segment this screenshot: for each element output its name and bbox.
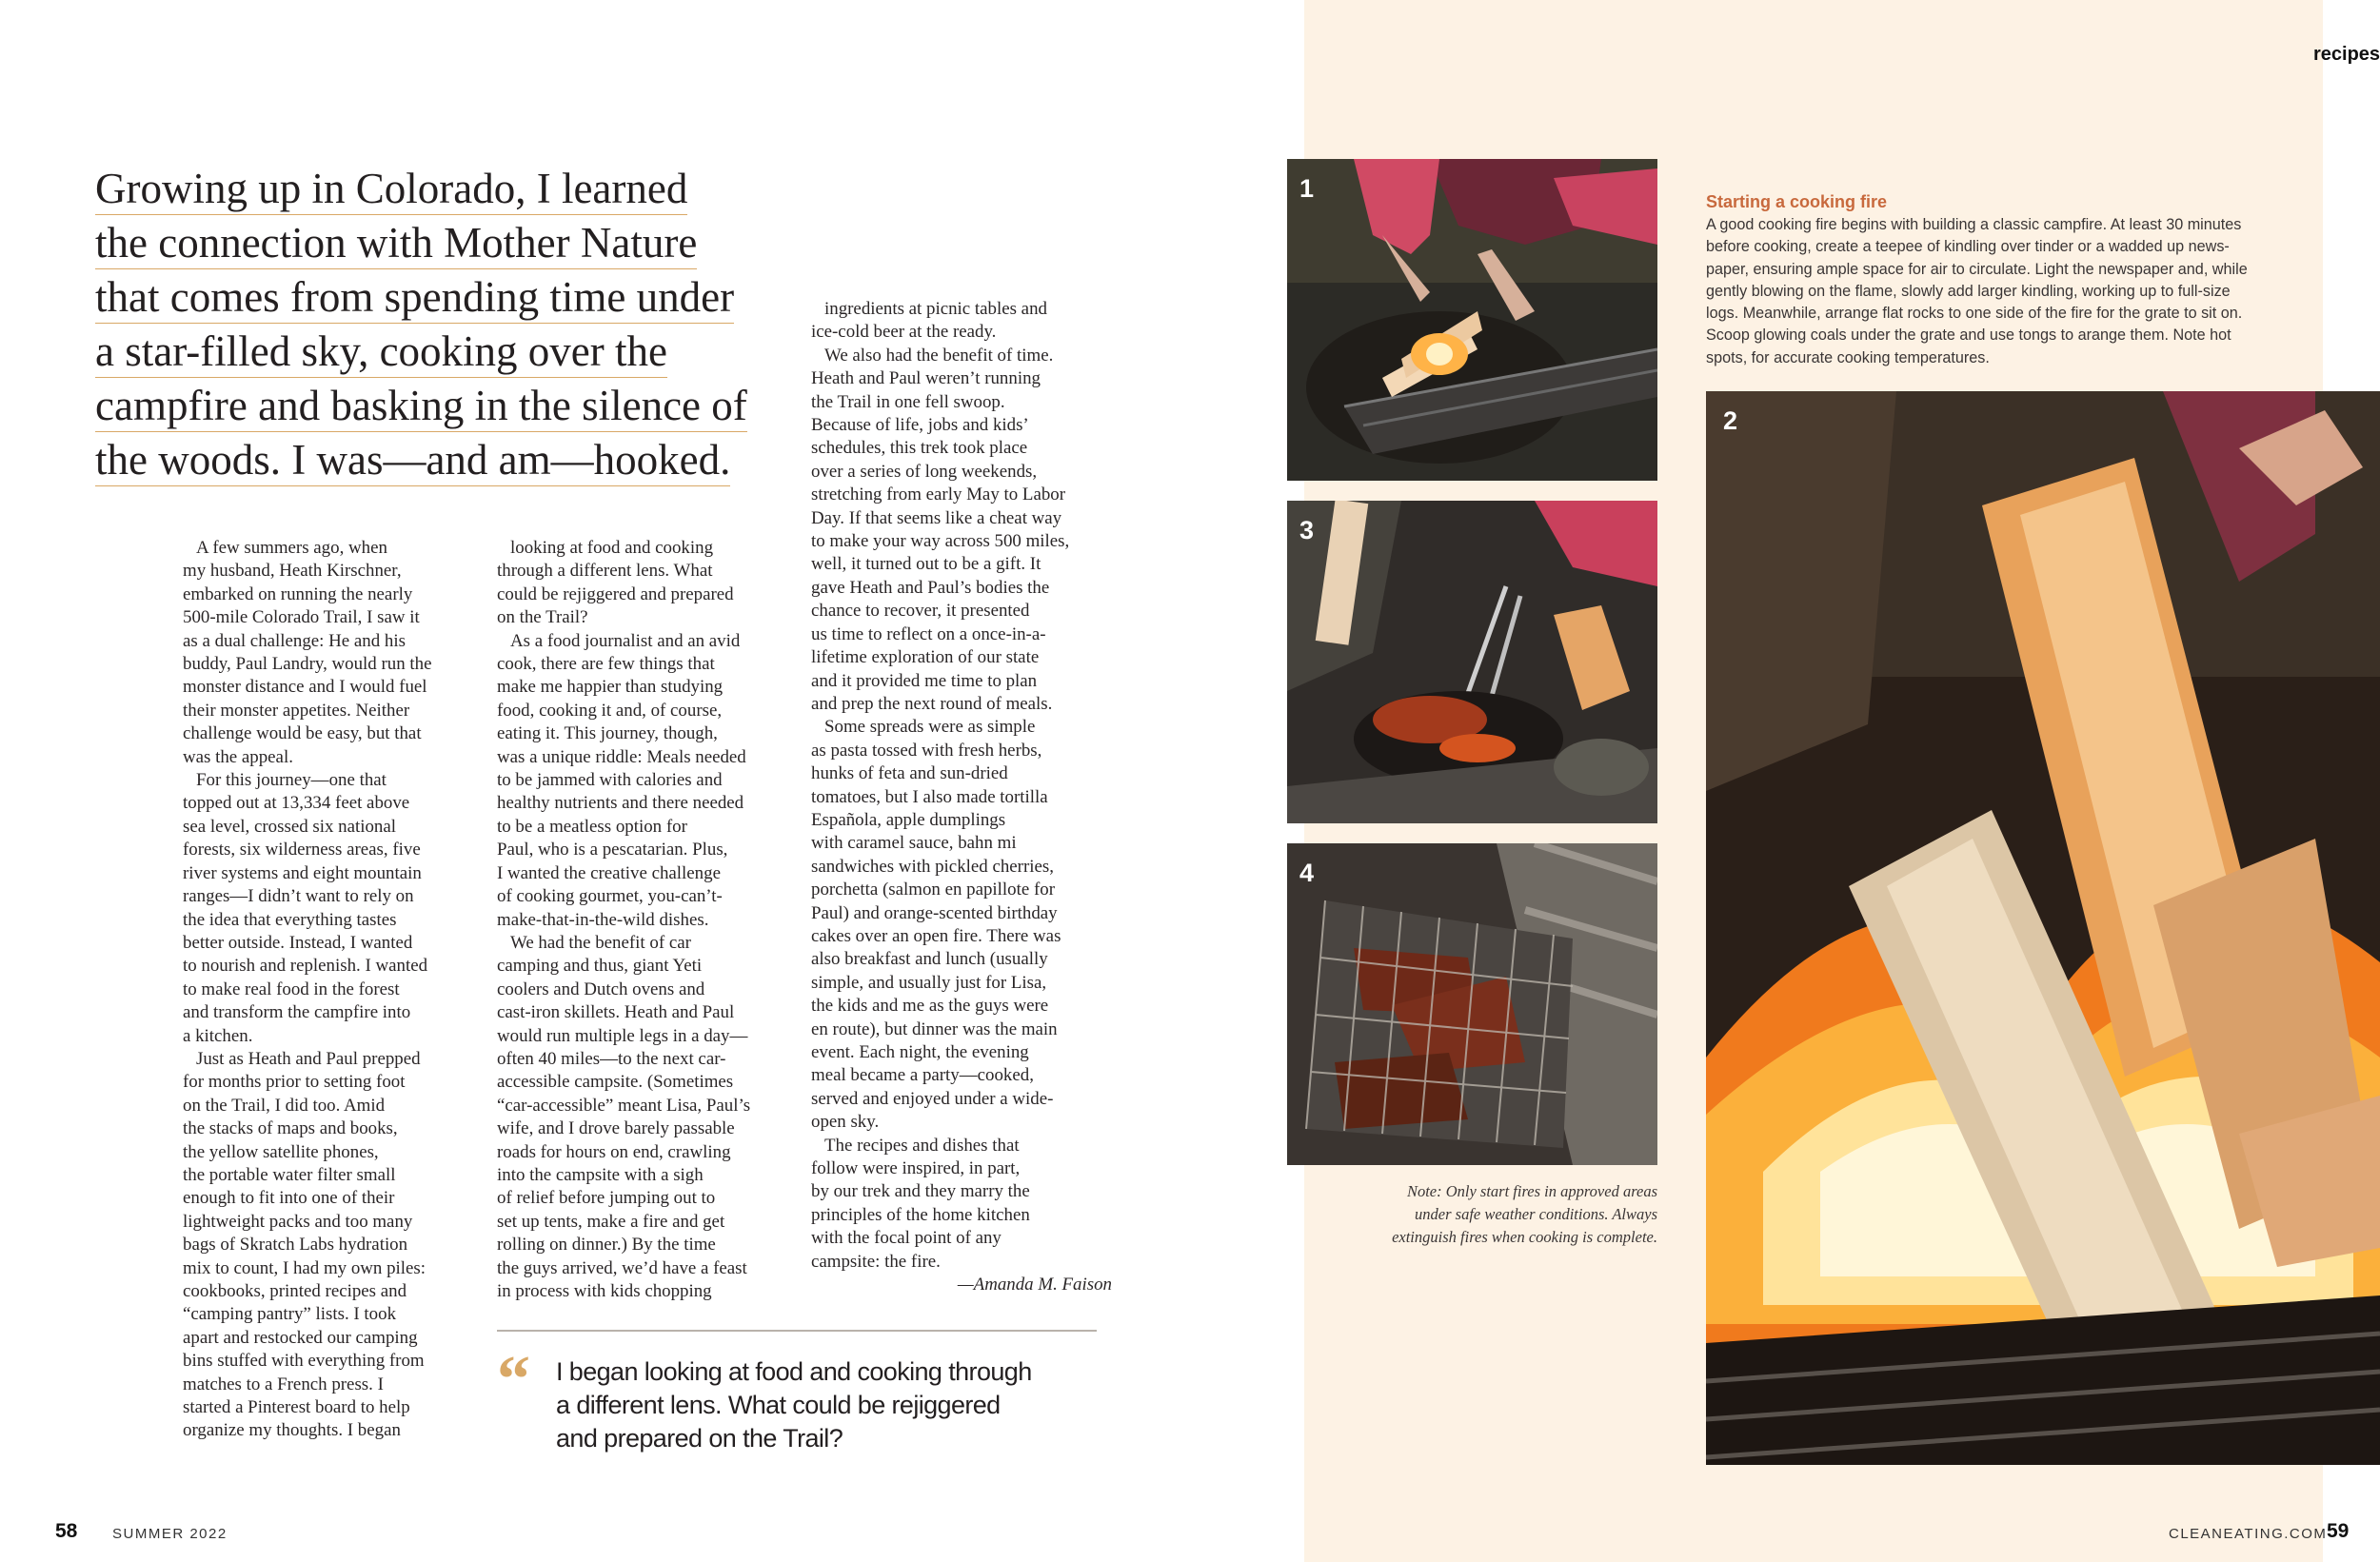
- article-paragraph: looking at food and cooking through a different lens. What could be rejiggered and prepared on the Trail?: [497, 538, 734, 628]
- article-paragraph: ingredients at picnic tables and ice-cold beer at the ready.: [811, 299, 1047, 343]
- article-paragraph: A few summers ago, when my husband, Heath Kirschner, embarked on running the nearly 500-mile Colorado Trail, I saw it as a dual challenge: He and his buddy, Paul Landry, would run the monster distance and I would fuel their monster appetites. Neither challenge would be easy, but that was the appeal.: [183, 538, 432, 767]
- photo-tongs: [1287, 501, 1657, 823]
- author-signature: —Amanda M. Faison: [957, 1275, 1112, 1295]
- sidebar-line: spots, for accurate cooking temperatures.: [1706, 348, 1990, 366]
- photo-caption: [1314, 1180, 1657, 1249]
- divider-rule: [497, 1330, 1097, 1332]
- sidebar-line: logs. Meanwhile, arrange flat rocks to one side of the fire for the grate to sit on.: [1706, 305, 2243, 323]
- sidebar-line: before cooking, create a teepee of kindling over tinder or a wadded up news-: [1706, 238, 2230, 256]
- photo-campfire: [1706, 391, 2380, 1465]
- quote-mark-icon: “: [497, 1343, 530, 1416]
- article-paragraph: Some spreads were as simple as pasta tossed with fresh herbs, hunks of feta and sun-dried tomatoes, but I also made tortilla Española, apple dumplings with caramel sauce, bahn mi sandwiches with pickled cherries, porchetta (salmon en papillote for Paul) and orange-scented birthday cakes over an open fire. There was also breakfast and lunch (usually simple, and usually just for Lisa, the kids and me as the guys were en route), but dinner was the main event. Each night, the evening meal became a party—cooked, served and enjoyed under a wide- open sky.: [811, 717, 1061, 1133]
- sidebar-title: Starting a cooking fire: [1706, 192, 1888, 211]
- sidebar-line: gently blowing on the flame, slowly add larger kindling, working up to full-size: [1706, 282, 2231, 300]
- caption-line: under safe weather conditions. Always: [1415, 1205, 1657, 1223]
- lede-line: a star-filled sky, cooking over the: [95, 325, 762, 379]
- sidebar-body: [1706, 214, 2315, 369]
- pull-quote-line: I began looking at food and cooking through: [556, 1357, 1032, 1386]
- page-number-left: 58: [55, 1520, 78, 1542]
- lede-paragraph: [95, 162, 762, 487]
- sidebar-line: paper, ensuring ample space for air to circulate. Light the newspaper and, while: [1706, 260, 2248, 278]
- photo-kindling: [1287, 159, 1657, 481]
- article-column-3: [811, 298, 1116, 1296]
- article-column-2: [497, 537, 802, 1303]
- article-paragraph: For this journey—one that topped out at 13,334 feet above sea level, crossed six national forests, six wilderness areas, five river systems and eight mountain ranges—I didn’t want to rely on the idea that everything tastes better outside. Instead, I wanted to nourish and replenish. I wanted to make real food in the forest and transform the campfire into a kitchen.: [183, 770, 428, 1046]
- article-column-1: [183, 537, 487, 1443]
- caption-line: Note: Only start fires in approved areas: [1406, 1182, 1657, 1200]
- lede-line: the woods. I was—and am—hooked.: [95, 433, 762, 487]
- article-paragraph: We also had the benefit of time. Heath and Paul weren’t running the Trail in one fell swoop. Because of life, jobs and kids’ schedules, this trek took place over a series of long weekends, stretching from early May to Labor Day. If that seems like a cheat way to make your way across 500 miles, well, it turned out to be a gift. It gave Heath and Paul’s bodies the chance to recover, it presented us time to reflect on a once-in-a- lifetime exploration of our state and it provided me time to plan and prep the next round of meals.: [811, 345, 1070, 714]
- sidebar-line: A good cooking fire begins with building a classic campfire. At least 30 minutes: [1706, 216, 2242, 233]
- pull-quote: [556, 1355, 1108, 1455]
- pull-quote-line: and prepared on the Trail?: [556, 1424, 843, 1453]
- website-label: CLEANEATING.COM: [2169, 1526, 2328, 1542]
- article-paragraph: Just as Heath and Paul prepped for months prior to setting foot on the Trail, I did too. Amid the stacks of maps and books, the yellow satellite phones, the portable water filter small enough to fit into one of their lightweight packs and too many bags of Skratch Labs hydration mix to count, I had my own piles: cookbooks, printed recipes and “camping pantry” lists. I took apart and restocked our camping bins stuffed with everything from matches to a French press. I started a Pinterest board to help organize my thoughts. I began: [183, 1048, 426, 1441]
- article-paragraph: The recipes and dishes that follow were inspired, in part, by our trek and they marry the principles of the home kitchen with the focal point of any campsite: the fire.: [811, 1135, 1030, 1272]
- pull-quote-line: a different lens. What could be rejiggered: [556, 1391, 1001, 1419]
- photo-number: 2: [1723, 406, 1738, 435]
- section-label: recipes: [2313, 44, 2380, 65]
- lede-line: the connection with Mother Nature: [95, 216, 762, 270]
- caption-line: extinguish fires when cooking is complete.: [1392, 1228, 1657, 1246]
- article-paragraph: We had the benefit of car camping and thus, giant Yeti coolers and Dutch ovens and cast-iron skillets. Heath and Paul would run multiple legs in a day— often 40 miles—to the next car- accessible campsite. (Sometimes “car-accessible” meant Lisa, Paul’s wife, and I drove barely passable roads for hours on end, crawling into the campsite with a sigh of relief before jumping out to set up tents, make a fire and get rolling on dinner.) By the time the guys arrived, we’d have a feast in process with kids chopping: [497, 932, 751, 1301]
- issue-label: SUMMER 2022: [112, 1526, 228, 1542]
- lede-line: campfire and basking in the silence of: [95, 379, 762, 433]
- photo-number: 1: [1299, 174, 1315, 203]
- article-paragraph: As a food journalist and an avid cook, there are few things that make me happier than studying food, cooking it and, of course, eating it. This journey, though, was a unique riddle: Meals needed to be jammed with calories and healthy nutrients and there needed to be a meatless option for Paul, who is a pescatarian. Plus, I wanted the creative challenge of cooking gourmet, you-can’t- make-that-in-the-wild dishes.: [497, 630, 746, 930]
- lede-line: that comes from spending time under: [95, 270, 762, 325]
- page-number-right: 59: [2327, 1520, 2350, 1542]
- photo-number: 4: [1299, 859, 1315, 887]
- lede-line: Growing up in Colorado, I learned: [95, 162, 762, 216]
- photo-number: 3: [1299, 516, 1315, 544]
- photo-ribs: [1287, 843, 1657, 1165]
- sidebar-line: Scoop glowing coals under the grate and use tongs to arange them. Note hot: [1706, 326, 2231, 345]
